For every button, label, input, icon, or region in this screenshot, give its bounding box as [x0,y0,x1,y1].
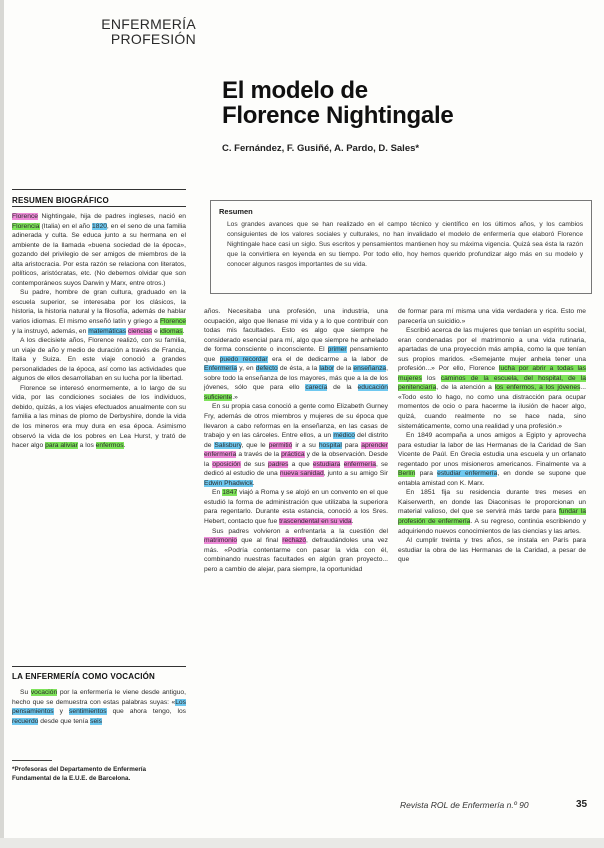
text-run: Su [20,689,31,696]
text-run: a los [77,442,96,450]
article-title [222,78,542,128]
highlight: estudiar enfermería [437,470,498,478]
text-run: ... «Todo esto lo hago, no como una distracción para ocupar momentos de ocio o para hacerme la ilusión de hacer algo, quizá, cuando realmente no se hace nada, sino sistemáticamente, como una realidad y una profesión.» [398,384,586,430]
highlight: médico [333,432,355,440]
article-title-line1: El modelo de [222,77,368,104]
text-run: Nightingale, hija de padres ingleses, nació en [38,213,186,220]
paragraph [12,384,186,451]
highlight: idiomas [159,327,183,335]
text-run: , de la atención a [436,384,495,392]
highlight: Edwin Phadwick [204,479,253,487]
highlight: lucha por abrir a todas las mujeres [398,365,586,382]
column-3 [398,307,586,565]
highlight: enfermos [95,442,124,450]
highlight: rechazó [282,537,307,545]
journal-footer: Revista ROL de Enfermería n.º 90 [400,800,529,810]
highlight: para aliviar [45,442,78,450]
text-run: . A su regreso, continúa escribiendo y adquiriendo nuevos conocimientos de las ciencias y las artes. [398,518,586,535]
text-run: Su padre, hombre de gran cultura, graduado en la escuela superior, se interesaba por los clásicos, la historia, la historia natural y la filosofía, además de hablar varios idiomas. El mismo enseñó latín y griego a [12,289,186,326]
highlight: 1820 [92,222,107,230]
highlight: Salisbury [214,441,242,449]
paragraph: A los diecisiete años, Florence realizó, con su familia, un viaje de año y medio de duración a través de Francia, Italia y Suiza. En este viaje conoció a grandes personalidades de la época, así como las actividades que algunos de ellos desarrollaban en su lucha por la libertad. [12,337,186,383]
article-title-line2: Florence Nightingale [222,102,454,129]
text-run: los [421,374,441,382]
highlight: enfermería [204,451,237,459]
highlight: labor [319,365,335,373]
highlight: sentimientos [69,708,107,716]
abstract-heading: Resumen [219,207,253,216]
heading-rule [12,206,186,207]
section-label-line2: PROFESIÓN [110,31,196,47]
page-bottom-edge [0,838,604,848]
highlight: aprender [361,441,388,449]
section-label-line1: ENFERMERÍA [101,16,196,32]
text-run: En 1849 acompaña a unos amigos a Egipto y aprovecha para estudiar la labor de las Hermanas de la Caridad de San Vicente de Paúl. En Grecia estudia una escuela y un orfanato regentado por unos misioneros americanos. Finalmente va a [398,432,586,468]
text-run: para [415,470,438,478]
page-edge-shadow [0,0,4,848]
text-run: , junto a su amigo Sir [323,470,388,478]
text-run: y [53,708,70,716]
text-run: desde que tenía [38,717,91,725]
highlight: defecto [255,365,278,373]
text-run: del distrito de [204,432,389,449]
highlight: recuerdo [12,717,39,725]
text-run: de sus [240,460,269,468]
highlight: matemáticas [88,327,127,335]
footnote: *Profesoras del Departamento de Enfermería Fundamental de la E.U.E. de Barcelona. [12,766,147,782]
highlight: enfermería [343,460,376,468]
paragraph: de formar para mí misma una vida verdadera y rica. Esto me parecería un suicidio.» [398,308,586,325]
text-run: , se dedicó al estudio de una [204,460,389,478]
article-authors: C. Fernández, F. Gusiñé, A. Pardo, D. Sales* [222,143,420,154]
highlight: oposición [212,460,241,468]
abstract-text: Los grandes avances que se han realizado en el campo técnico y científico en los últimos años, y los cambios consiguientes de los valores sociales y culturales, no han invalidado el modelo de enfermería que elaboró Florence Nightingale hace casi un siglo. Sus escritos y pensamientos mantienen hoy su máxima vigencia. Quizá sea ésta la razón que la convirtiera en leyenda en su tiempo. Por todo ello, hoy hemos querido profundizar algo más en su modelo y conocer algunos rasgos importantes de su vida. [227,221,583,268]
paragraph [204,402,388,488]
text-run: era el de dedicarme a la labor de [267,355,388,363]
highlight: matrimonio [204,537,238,545]
highlight: padres [268,460,289,468]
text-run: viajó a Roma y se alojó en un convento en el que estudió la forma de administración que utilizaba la superiora para regentarlo. Durante esta estancia, conoció a los Sres. Hebert, contacto que fue [204,489,388,526]
text-run: por la enfermería le viene desde antiguo, hecho que se demuestra con estas palabras suyas: « [12,689,186,706]
text-run: En 1851 fija su residencia durante tres meses en Kaiserwerth, en donde las Diaconisas le proporcionan un material valioso, del que se servirá más tarde para [398,489,586,516]
text-run: de la [327,384,358,392]
page-number: 35 [576,799,588,810]
section-label [86,17,196,47]
heading-vocation: LA ENFERMERÍA COMO VOCACIÓN [12,672,156,681]
highlight: hospital [318,441,342,449]
column-2 [204,307,388,574]
text-run: . [182,327,185,335]
text-run: , en donde se supone que entabla amistad con K. Marx. [398,470,586,487]
text-run: , en el seno de una familia adinerada y culta. Se educa junto a su hermana en el ambiente de la llamada «buena sociedad de la época», gozando del privilegio de ser amigos de miembros de la alta aristocracia. Por esta razón se relaciona con literatos, políticos, aristócratas, etc. (No debemos olvidar que son contemporáneos suyos Darwin y Marx, entre otros.) [12,222,186,287]
text-run: , defraudándoles una vez más. «Podría contentarme con pasar la vida con él, combinando nuestras facultades en algún gran proyecto... pero a cambio de alejar, para siempre, la oportunidad [204,537,388,573]
paragraph [12,288,186,336]
paragraph [204,527,388,575]
text-run: En [212,489,223,497]
text-run: Florence se interesó enormemente, a lo largo de su vida, por las condiciones sociales de los individuos, debido, quizás, a los viajes efectuados anualmente con su familia a las minas de plomo de Derbyshire, donde la vida de los mineros era muy dura en esa época. Asimismo observó la vida de los pobres en Lea Hurst, y trató de hacer algo [12,384,186,450]
highlight: trascendental en su vida [279,518,352,526]
text-run: . [123,442,126,450]
text-run: de ésta, a la [277,365,320,373]
highlight: Enfermería [204,365,238,373]
heading-rule [12,189,186,190]
highlight: Florence [159,318,186,326]
text-run: para [341,441,362,449]
highlight: suficiente [204,393,233,401]
text-run: , que le [241,441,269,449]
text-run: ir a su [292,441,319,449]
abstract-box [210,200,592,294]
text-run: . [351,518,354,526]
text-run: e [152,327,160,335]
text-run: pensamiento que [204,346,388,363]
text-run: que ahora tengo, los [106,708,187,716]
text-run: .» [232,393,238,401]
highlight: nueva sanidad [279,470,324,478]
text-run: Sus padres volvieron a enfrentarla a la cuestión del [212,527,388,535]
paragraph [398,431,586,488]
highlight: puedo recordar [219,355,268,363]
column-1 [12,212,186,451]
highlight: estudiara [312,460,341,468]
footnote-rule [12,760,52,761]
highlight: enseñanza [353,365,387,373]
text-run: que al final [237,537,283,545]
highlight: los enfermos, a los jóvenes [494,384,581,392]
paragraph [204,307,388,402]
text-run: y de la observación. Desde la [204,451,388,468]
paragraph [12,688,186,726]
column-1-continued [12,688,186,726]
highlight: práctica [281,451,305,459]
text-run: , sobre todo la enseñanza de los mayores, más que a la de los jóvenes, sólo que para ello [204,365,389,392]
text-run: . [252,479,255,487]
text-run: En su propia casa conoció a gente como Elizabeth Gurney Fry, además de otros miembros y mujeres de su época que llevaron a cabo reformas en la enseñanza, en las casas de trabajo y en las cárceles. Entre ellos, a un [204,403,388,440]
highlight: fundar la profesión de enfermería [398,508,586,526]
paragraph [204,488,388,526]
highlight: Berlín [398,470,416,478]
highlight: seis [90,717,102,725]
highlight: Florencia [12,222,40,230]
paragraph: Al cumplir treinta y tres años, se instala en París para estudiar la obra de las Hermanas de la Caridad, a pesar de que [398,537,586,564]
text-run: Escribió acerca de las mujeres que tenían un espíritu social, eran condenadas por el matrimonio a una vida rutinaria, apartadas de una proyección más amplia, como la que tenían sus propios maridos. «Semejante mujer anhela tener una profesión...» Por ello, Florence [398,327,586,373]
text-run: y, en [237,365,256,373]
text-run: años. Necesitaba una profesión, una industria, una ocupación, algo que llenase mi vida y a lo que contribuir con todas mis facultades. Esto es algo que siempre he considerado esencial para mí, algo que siempre he anhelado de forma consciente o inconsciente. El [204,308,388,354]
highlight: carecía [305,384,328,392]
highlight: Los pensamientos [12,698,186,716]
highlight: caminos de la escuela, del hospital, de la penitenciaría [398,374,587,392]
text-run: a que [288,460,313,468]
paragraph [398,488,586,536]
highlight: primer [327,346,347,354]
highlight: Florence [12,213,39,220]
heading-biography: RESUMEN BIOGRÁFICO [12,196,109,205]
highlight: ciencias [127,327,153,335]
highlight: permitió [268,441,293,449]
text-run: (Italia) en el año [39,222,93,230]
text-run: y la instruyó, además, en [12,327,89,335]
paragraph [12,212,186,288]
text-run: de la [334,365,354,373]
paragraph [398,326,586,431]
text-run: a través de la [236,451,282,459]
highlight: 1847 [222,489,238,497]
highlight: educación [357,384,389,392]
highlight: vocación [30,689,58,696]
heading-rule [12,666,186,667]
